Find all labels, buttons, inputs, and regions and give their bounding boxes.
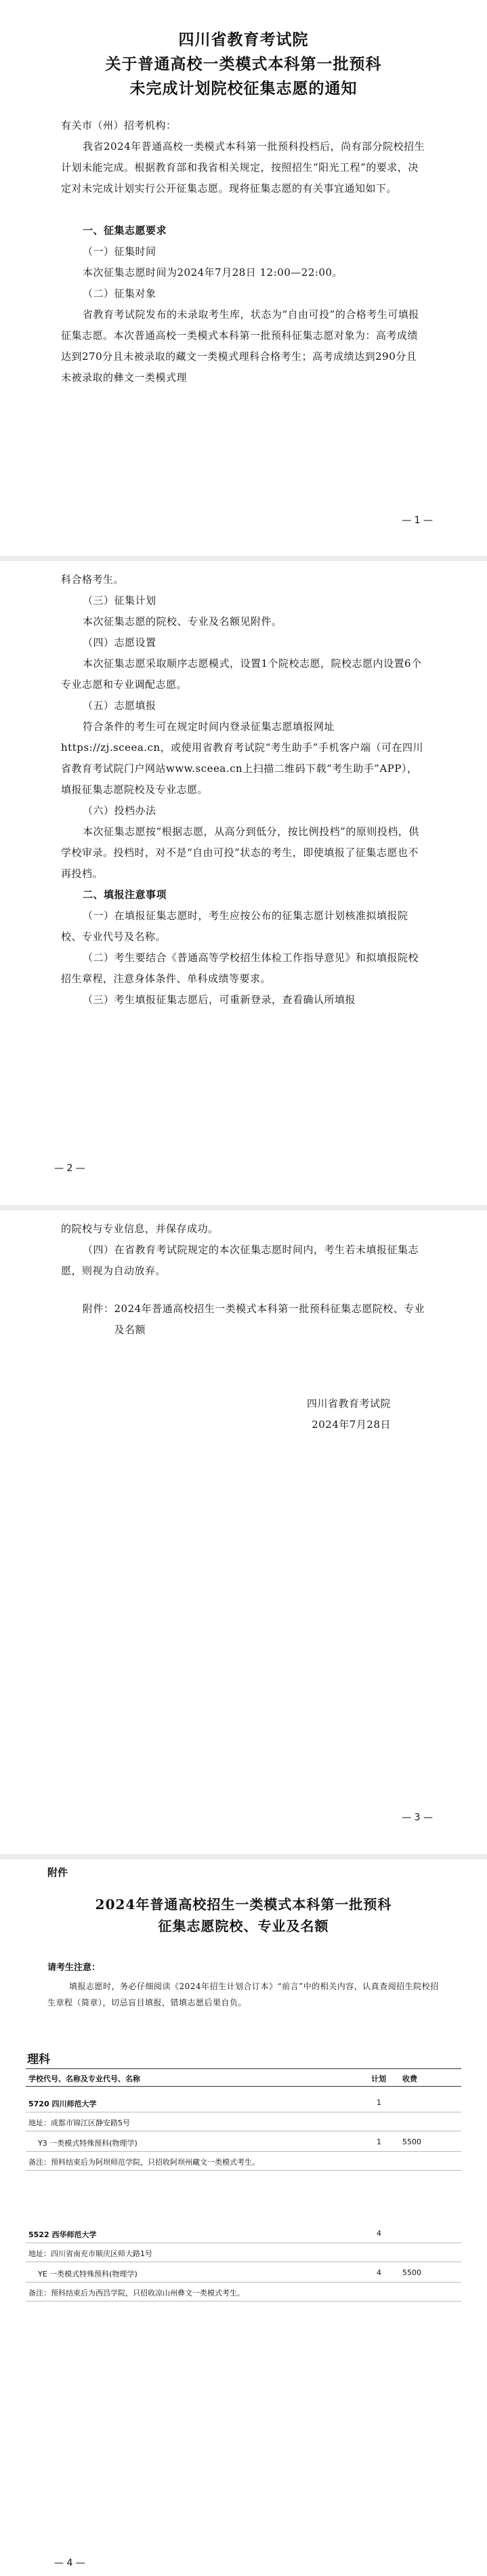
section-1-3-heading: （三）征集计划 (83, 594, 156, 607)
section-2-heading: 二、填报注意事项 (83, 888, 167, 901)
notice-body: 填报志愿时，务必仔细阅读《2024年招生计划合订本》“前言”中的相关内容，认真查阅招生院校招生章程（简章），切忌盲目填报，错填志愿后果自负。 (47, 1982, 439, 2007)
section-1-4-heading: （四）志愿设置 (83, 636, 156, 649)
addressee: 有关市（州）招考机构： (61, 119, 177, 131)
section-1-6-body: 本次征集志愿按“根据志愿，从高分到低分，按比例投档”的原则投档，供学校审录。投档时，对不是“自由可投”状态的考生，即使填报了征集志愿也不再投档。 (61, 825, 419, 880)
school-address: 地址：成都市锦江区静安路5号 (28, 2119, 130, 2127)
notice-title-line-3: 未完成计划院校征集志愿的通知 (129, 79, 358, 98)
section-1-5-body: 符合条件的考生可在规定时间内登录征集志愿填报网址https://zj.sceea.cn，或使用省教育考试院“考生助手”手机客户端（可在四川省教育考试院门户网站www.sceea.cn上扫描二维码下载“考生助手”APP），填报征集志愿院校及专业志愿。 (61, 720, 423, 796)
intro-paragraph: 我省2024年普通高校一类模式本科第一批预科投档后，尚有部分院校招生计划未能完成。根据教育部和我省相关规定，按照招生“阳光工程”的要求，决定对未完成计划实行公开征集志愿。现将征集志愿的有关事宜通知如下。 (61, 140, 425, 195)
page-number-4: — 4 — (54, 2558, 85, 2569)
sign-date: 2024年7月28日 (312, 1418, 391, 1431)
major-fee: 5500 (402, 2268, 421, 2277)
table-top-rule (26, 2068, 461, 2069)
school-plan: 1 (377, 2098, 381, 2107)
note-1: （一）在填报征集志愿时，考生应按公布的征集志愿计划核准拟填报院校、专业代号及名称。 (61, 909, 408, 943)
attachment-title-line-2: 征集志愿院校、专业及名额 (158, 1918, 329, 1934)
page-number-2: — 2 — (54, 1163, 85, 1174)
notice-heading: 请考生注意： (47, 1963, 101, 1973)
attachment-title-line-1: 2024年普通高校招生一类模式本科第一批预科 (95, 1896, 392, 1913)
signer: 四川省教育考试院 (306, 1397, 391, 1410)
section-1-6-heading: （六）投档办法 (83, 804, 156, 817)
section-1-1-body: 本次征集志愿时间为2024年7月28日 12:00—22:00。 (83, 266, 343, 279)
note-3: （三）考生填报征集志愿后，可重新登录，查看确认所填报 (83, 994, 356, 1006)
major-name: YE 一类模式特殊预科(物理学) (38, 2270, 137, 2278)
notice-title-line-1: 四川省教育考试院 (178, 30, 309, 49)
document-page-2 (0, 561, 487, 1205)
major-plan: 4 (377, 2268, 381, 2277)
school-note: 备注：预科结束后为西昌学院，只招收凉山州彝文一类模式考生。 (28, 2289, 245, 2297)
section-1-3-body: 本次征集志愿的院校、专业及名额见附件。 (83, 615, 282, 628)
school-note: 备注：预科结束后为阿坝师范学院，只招收阿坝州藏文一类模式考生。 (28, 2158, 259, 2167)
col-header-fee: 收费 (402, 2074, 417, 2083)
section-1-2-body: 省教育考试院发布的未录取考生库，状态为“自由可投”的合格考生可填报征集志愿。本次普通高校一类模式本科第一批预科征集志愿对象为：高考成绩达到270分且未被录取的藏文一类模式理科合格考生；高考成绩达到290分且未被录取的彝文一类模式理 (61, 308, 419, 384)
school-name: 5522 西华师范大学 (28, 2230, 97, 2239)
row-divider (26, 2301, 461, 2302)
document-page-4 (0, 1860, 487, 2576)
attachment-label: 附件： (83, 1303, 114, 1315)
section-1-2-heading: （二）征集对象 (83, 287, 156, 300)
table-header-rule (26, 2086, 461, 2087)
document-page-1 (0, 0, 487, 556)
school-plan: 4 (377, 2229, 381, 2238)
section-1-heading: 一、征集志愿要求 (83, 224, 167, 237)
continued-text: 的院校与专业信息，并保存成功。 (61, 1223, 219, 1235)
category-label: 理科 (27, 2053, 50, 2066)
note-4: （四）在省教育考试院规定的本次征集志愿时间内，考生若未填报征集志愿，则视为自动放弃。 (61, 1244, 419, 1277)
row-divider (26, 2170, 461, 2171)
major-fee: 5500 (402, 2138, 421, 2146)
major-name: Y3 一类模式特殊预科(物理学) (38, 2139, 137, 2148)
section-1-4-body: 本次征集志愿采取顺序志愿模式，设置1个院校志愿，院校志愿内设置6个专业志愿和专业调配志愿。 (61, 657, 422, 691)
school-address: 地址：四川省南充市顺庆区师大路1号 (28, 2249, 152, 2258)
page-number-3: — 3 — (402, 1812, 433, 1823)
attachment-reference (61, 1299, 426, 1341)
col-header-school: 学校代号、名称及专业代号、名称 (28, 2074, 140, 2083)
attachment-text: 2024年普通高校招生一类模式本科第一批预科征集志愿院校、专业及名额 (114, 1303, 425, 1336)
notice-title-line-2: 关于普通高校一类模式本科第一批预科 (105, 55, 382, 73)
section-1-5-heading: （五）志愿填报 (83, 699, 156, 712)
page-number-1: — 1 — (402, 515, 433, 526)
major-plan: 1 (377, 2138, 381, 2146)
row-divider (26, 2282, 461, 2283)
continued-text: 科合格考生。 (61, 573, 125, 586)
section-1-1-heading: （一）征集时间 (83, 245, 156, 258)
document-page-3 (0, 1210, 487, 1854)
col-header-plan: 计划 (371, 2074, 386, 2083)
attachment-heading: 附件 (47, 1866, 68, 1879)
school-name: 5720 四川师范大学 (28, 2100, 97, 2108)
note-2: （二）考生要结合《普通高等学校招生体检工作指导意见》和拟填报院校招生章程，注意身体条件、单科成绩等要求。 (61, 952, 419, 985)
row-divider (26, 2151, 461, 2152)
